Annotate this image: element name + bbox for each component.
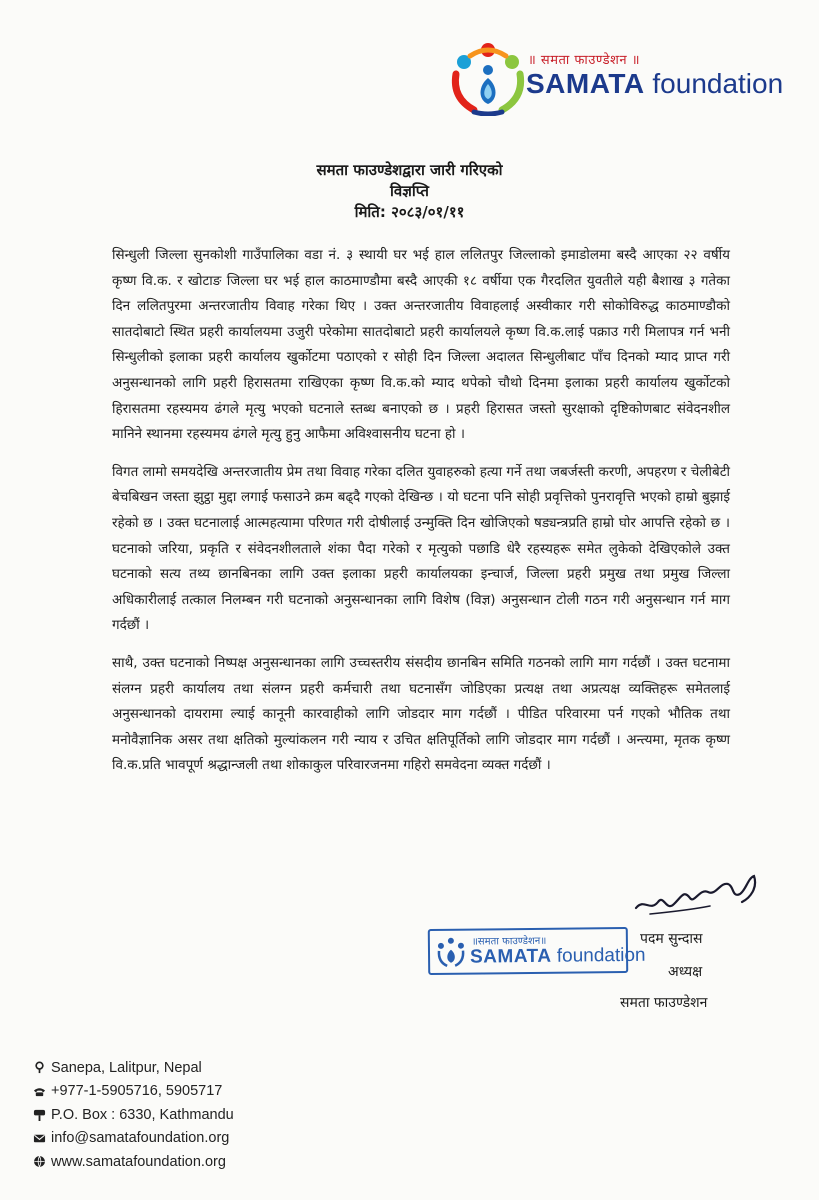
title-heading: विज्ञप्ति	[390, 182, 429, 200]
email-text[interactable]: info@samatafoundation.org	[51, 1130, 230, 1147]
contact-email[interactable]	[32, 1127, 332, 1151]
handwritten-signature	[630, 868, 770, 924]
logo-wordmark	[526, 68, 783, 100]
phone-icon	[32, 1084, 46, 1098]
contact-address	[32, 1056, 332, 1080]
document-title	[0, 160, 819, 223]
signatory-name: पदम सुन्दास	[640, 931, 703, 947]
email-icon	[32, 1131, 46, 1145]
contact-footer	[32, 1056, 332, 1174]
website-text[interactable]: www.samatafoundation.org	[51, 1153, 226, 1170]
globe-icon	[32, 1155, 46, 1169]
organization-stamp	[428, 927, 646, 975]
paragraph-1: सिन्धुली जिल्ला सुनकोशी गाउँपालिका वडा नं. ३ स्थायी घर भई हाल ललितपुर जिल्लाको इमाडोलमा बस्दै आएका २२ वर्षीय कृष्ण वि.क. र खोटाङ जिल्ला घर भई हाल काठमाण्डौमा बस्दै आएकी १८ वर्षीया एक गैरदलित युवतीले यही बैशाख ३ गतेका दिन ललितपुरमा अन्तरजातीय विवाह गरेका थिए । उक्त अन्तरजातीय विवाहलाई अस्वीकार गरी सोकोविरुद्ध काठमाण्डौको सातदोबाटो स्थित प्रहरी कार्यालयमा उजुरी परेकोमा सातदोबाटो प्रहरी कार्यालयले कृष्ण वि.क.लाई पक्राउ गरी मिलापत्र गर्न भनी सिन्धुलीको इलाका प्रहरी कार्यालय खुर्कोटमा पठाएको र सोही दिन जिल्ला अदालत सिन्धुलीबाट पाँच दिनको म्याद प्राप्त गरी अनुसन्धानको लागि प्रहरी हिरासतमा राखिएका कृष्ण वि.क.को म्याद थपेको चौथो दिनमा इलाका प्रहरी कार्यालय खुर्कोटको हिरासतमा रहस्यमय ढंगले मृत्यु भएको घटनाले स्तब्ध बनाएको छ । प्रहरी हिरासत जस्तो सुरक्षाको दृष्टिकोणबाट संवेदनशील मानिने स्थानमा रहस्यमय ढंगले मृत्यु हुनु आफैमा अविश्वासनीय घटना हो ।	[112, 247, 730, 443]
samata-emblem-icon	[448, 40, 528, 116]
phone-text: +977-1-5905716, 5905717	[51, 1083, 223, 1100]
logo-word-samata: SAMATA	[526, 68, 645, 99]
po-box-text: P.O. Box : 6330, Kathmandu	[51, 1106, 234, 1123]
paragraph-2: विगत लामो समयदेखि अन्तरजातीय प्रेम तथा विवाह गरेका दलित युवाहरुको हत्या गर्ने तथा जबर्जस्ती करणी, अपहरण र चेलीबेटी बेचबिखन जस्ता झुट्ठा मुद्दा लगाई फसाउने क्रम बढ्दै गएको देखिन्छ । यो घटना पनि सोही प्रवृत्तिको पुनरावृत्ति भएको हाम्रो बुझाई रहेको छ । उक्त घटनालाई आत्महत्यामा परिणत गरी दोषीलाई उन्मुक्ति दिन खोजिएको षड्यन्त्रप्रति हाम्रो घोर आपत्ति रहेको छ । घटनाको जरिया, प्रकृति र संवेदनशीलताले शंका पैदा गरेको र मृत्युको पछाडि धेरै रहस्यहरू समेत लुकेको देखिएकोले उक्त घटनाको सत्य तथ्य छानबिनका लागि उक्त इलाका प्रहरी कार्यालयका इन्चार्ज, जिल्ला प्रहरी प्रमुख तथा प्रमुख जिल्ला अधिकारीलाई तत्काल निलम्बन गरी घटनाको अनुसन्धानका लागि विशेष (विज्ञ) अनुसन्धान टोली गठन गरी अनुसन्धान गर्न माग गर्दछौं ।	[112, 463, 730, 634]
stamp-word-samata: SAMATA	[469, 945, 552, 968]
stamp-wordmark	[470, 945, 646, 969]
stamp-tagline: ॥समता फाउण्डेशन॥	[471, 935, 547, 948]
contact-phone	[32, 1080, 332, 1104]
samata-foundation-logo	[448, 38, 788, 116]
stamp-emblem-icon	[436, 936, 466, 968]
logo-word-foundation: foundation	[644, 68, 784, 99]
contact-po-box	[32, 1103, 332, 1127]
location-pin-icon	[32, 1061, 46, 1075]
contact-website[interactable]	[32, 1150, 332, 1174]
signatory-role: अध्यक्ष	[668, 964, 703, 980]
po-box-icon	[32, 1108, 46, 1122]
address-text: Sanepa, Lalitpur, Nepal	[51, 1059, 202, 1076]
signatory-organization: समता फाउण्डेशन	[620, 995, 708, 1011]
title-issuer: समता फाउण्डेशद्वारा जारी गरिएको	[316, 161, 503, 179]
title-date: मिति: २०८३/०१/११	[354, 203, 465, 221]
stamp-word-foundation: foundation	[551, 944, 646, 967]
paragraph-3: साथै, उक्त घटनाको निष्पक्ष अनुसन्धानका लागि उच्चस्तरीय संसदीय छानबिन समिति गठनको लागि माग गर्दछौं । उक्त घटनामा संलग्न प्रहरी कार्यालय तथा संलग्न प्रहरी कर्मचारी तथा घटनासँग जोडिएका प्रत्यक्ष तथा अप्रत्यक्ष व्यक्तिहरू समेतलाई अनुसन्धानको दायरामा ल्याई कानूनी कारवाहीको लागि जोडदार माग गर्दछौं । पीडित परिवारमा पर्न गएको भौतिक तथा मनोवैज्ञानिक असर तथा क्षतिको मुल्यांकलन गरी न्याय र उचित क्षतिपूर्तिको लागि जोडदार माग गर्दछौं । अन्त्यमा, मृतक कृष्ण वि.क.प्रति भावपूर्ण श्रद्धान्जली तथा शोकाकुल परिवारजनमा गहिरो समवेदना व्यक्त गर्दछौं ।	[112, 654, 730, 774]
logo-tagline: ॥ समता फाउण्डेशन ॥	[528, 53, 641, 68]
press-release-body	[112, 243, 730, 791]
